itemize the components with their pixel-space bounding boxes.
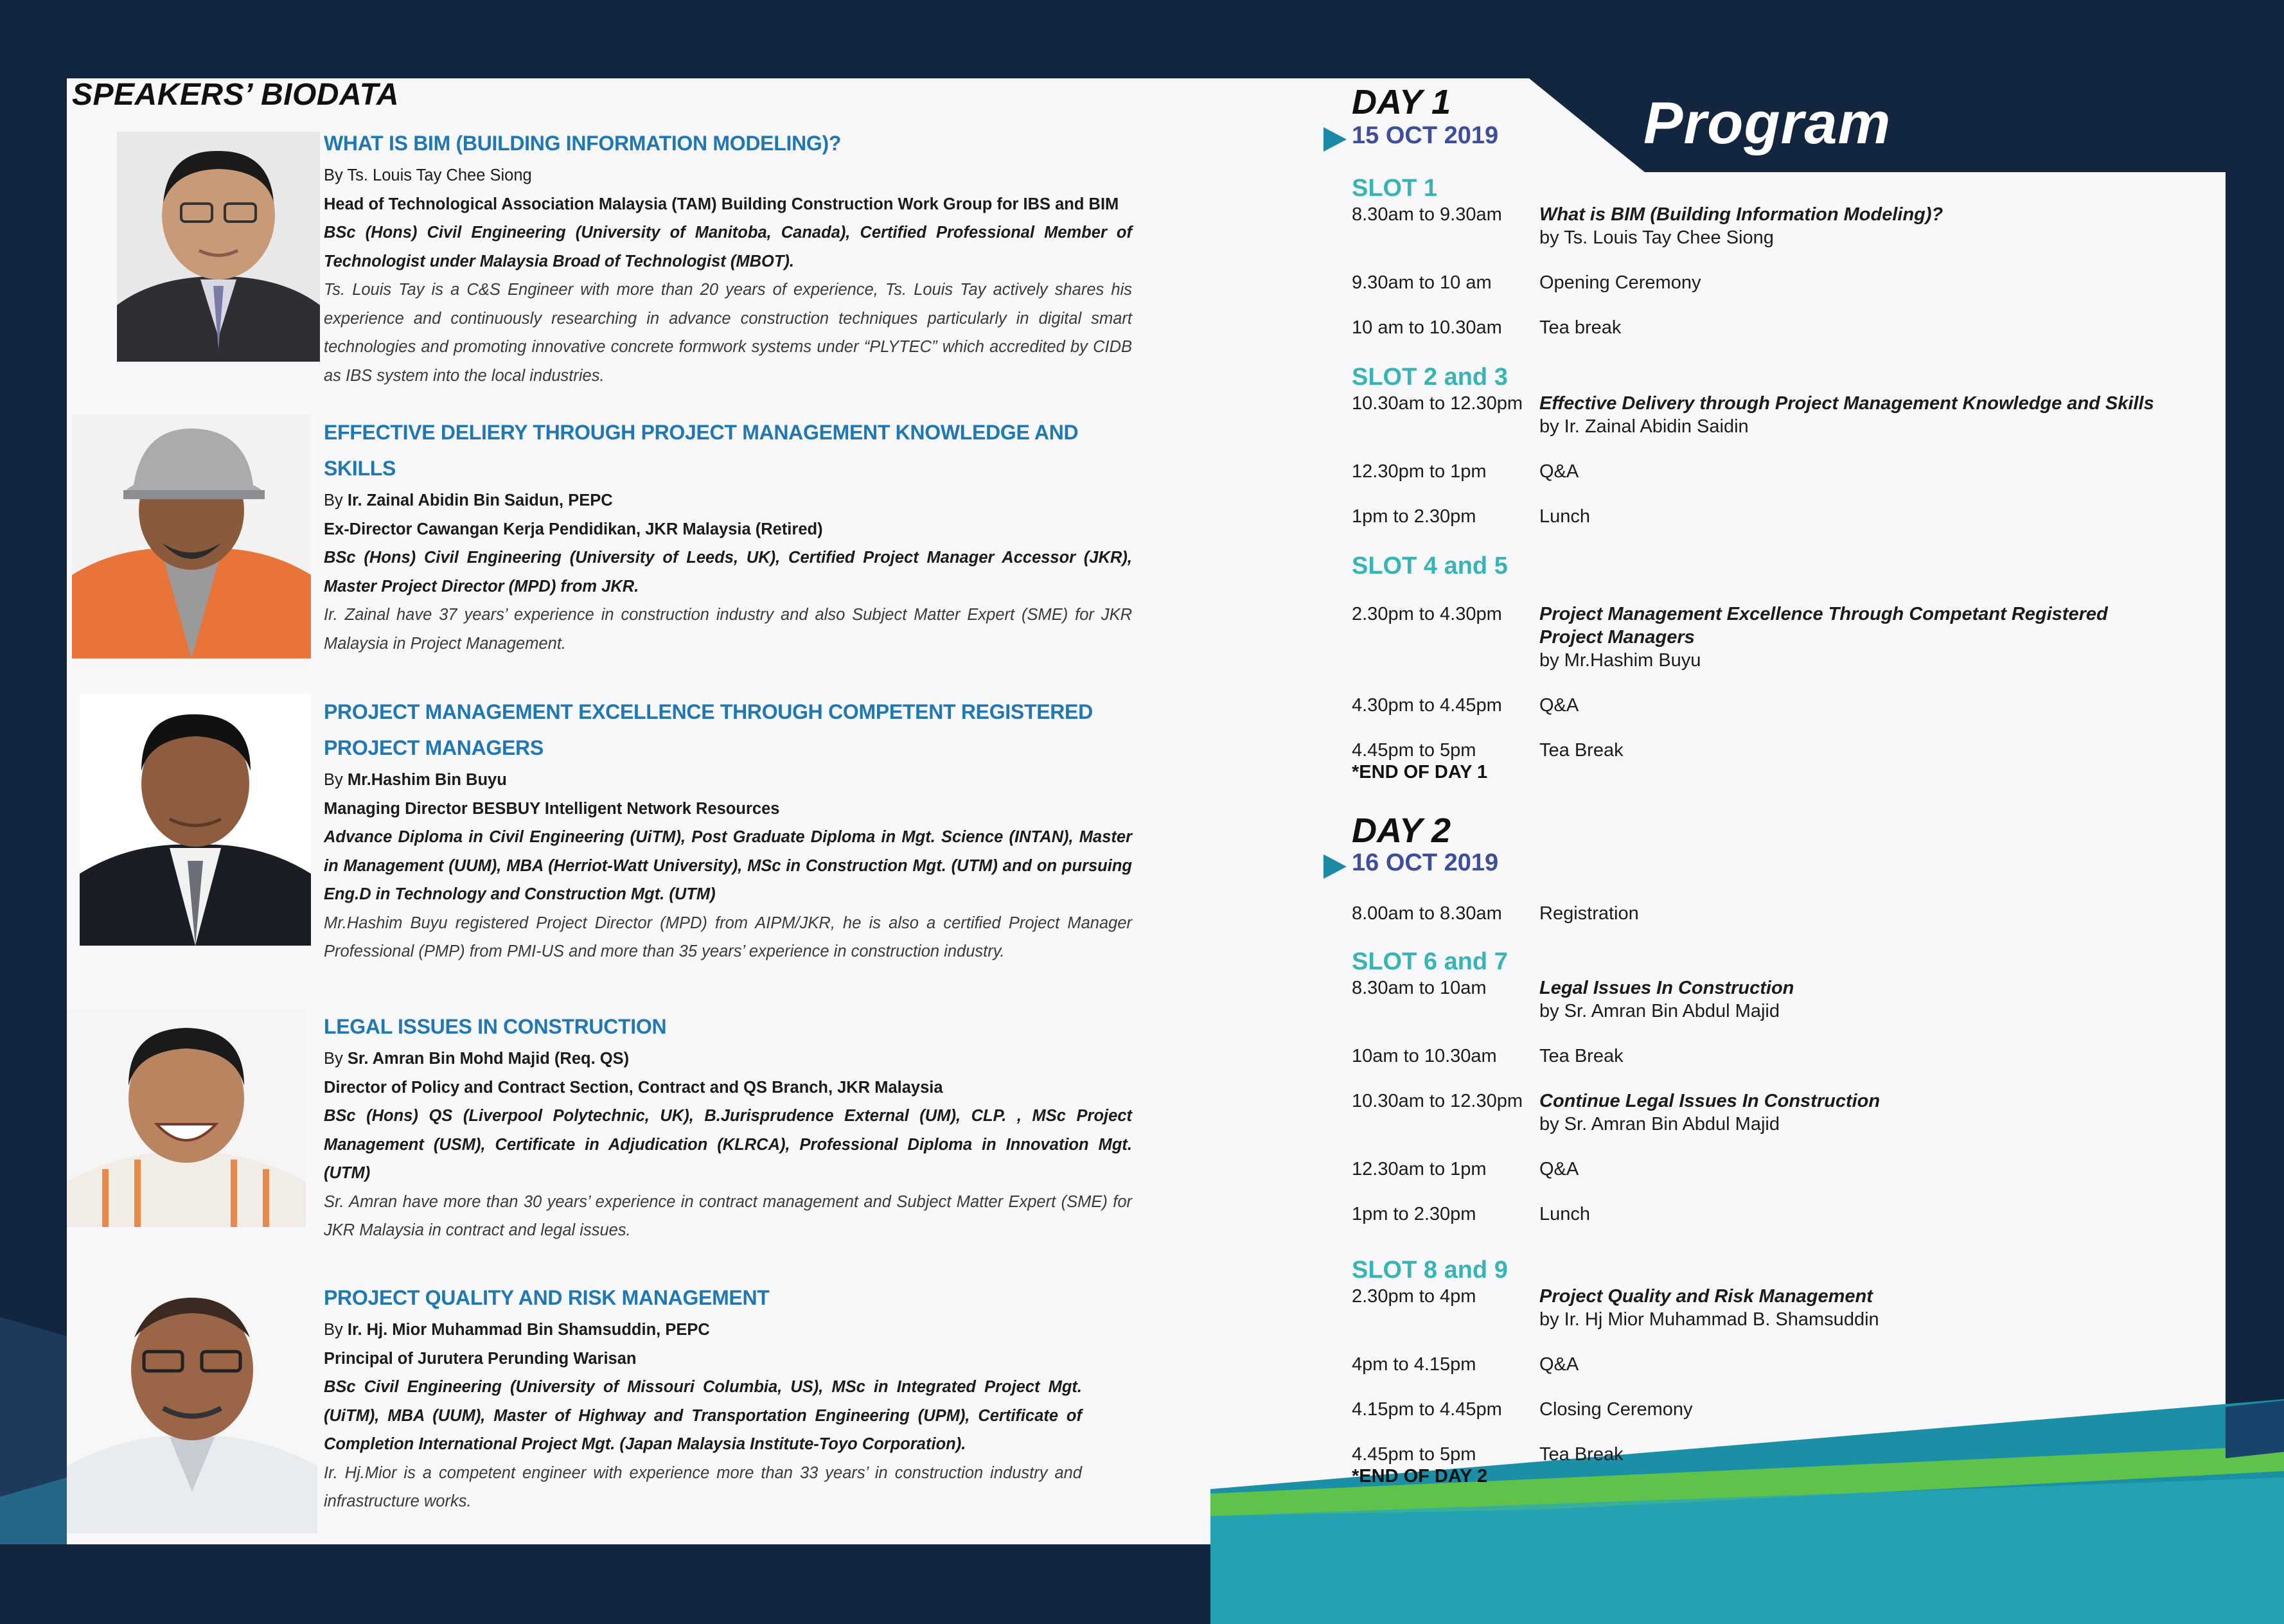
talk-title: WHAT IS BIM (BUILDING INFORMATION MODELING)? [324,132,842,155]
row-title: Continue Legal Issues In Construction [1539,1091,1881,1111]
slot-heading: SLOT 8 and 9 [1352,1257,1508,1284]
speaker-qualifications: BSc (Hons) Civil Engineering (University of Leeds, UK), Certified Project Manager Accessor (JKR), Master Project Director (MPD) from JKR. [324,549,1132,596]
speaker-description: Sr. Amran have more than 30 years’ experience in contract management and Subject Matter Expert (SME) for JKR Malaysia in contract and legal issues. [324,1192,1132,1239]
row-time: 4.45pm to 5pm [1352,740,1476,761]
speaker-description: Ts. Louis Tay is a C&S Engineer with more than 20 years of experience, Ts. Louis Tay actively shares his experience and continuously researching in advance construction techniques particularly in digital smart technologies and promoting innovative concrete formwork systems under “PLYTEC” which accredited by CIDB as IBS system into the local industries. [324,281,1132,385]
slot-heading: SLOT 4 and 5 [1352,552,1508,579]
speaker-bio [324,1009,1132,1245]
row-time: 12.30am to 1pm [1352,1159,1487,1179]
row-time: 1pm to 2.30pm [1352,1204,1476,1224]
row-title: Project Quality and Risk Management [1539,1286,1873,1307]
speaker-photo [67,1280,317,1533]
speaker-qualifications: Advance Diploma in Civil Engineering (UiTM), Post Graduate Diploma in Mgt. Science (INTAN), Master in Management (UUM), MBA (Herriot-Watt University), MSc in Construction Mgt. (UTM) and on pursuing Eng.D in Technology and Construction Mgt. (UTM) [324,828,1132,903]
speaker-qualifications: BSc (Hons) Civil Engineering (University of Manitoba, Canada), Certified Professional Member of Technologist under Malaysia Broad of Technologist (MBOT). [324,224,1132,270]
speaker-bio [324,1280,1132,1516]
row-time: 2.30pm to 4.30pm [1352,604,1502,624]
day1-date: 15 OCT 2019 [1352,122,1499,149]
by-prefix: By [324,771,343,789]
speaker-bio [324,694,1132,966]
row-by: by Sr. Amran Bin Abdul Majid [1539,1001,1780,1021]
row-activity: Tea break [1539,317,1622,338]
day1-arrow-icon [1323,127,1347,152]
row-by: by Ir. Hj Mior Muhammad B. Shamsuddin [1539,1309,1879,1330]
speaker-photo [80,694,311,946]
by-prefix: By [324,1321,343,1339]
program-title: Program [1643,91,1891,156]
speaker-photo [67,1009,306,1227]
speaker-role: Head of Technological Association Malaysia (TAM) Building Construction Work Group for IBS and BIM [324,195,1119,213]
speaker-byline [324,161,1132,190]
speaker-role: Ex-Director Cawangan Kerja Pendidikan, JKR Malaysia (Retired) [324,520,823,538]
row-time: 8.00am to 8.30am [1352,903,1502,924]
speaker-bio [324,125,1132,390]
speaker-name: Ir. Hj. Mior Muhammad Bin Shamsuddin, PEPC [347,1321,710,1339]
row-activity: Registration [1539,903,1639,924]
section-title: SPEAKERS’ BIODATA [72,78,399,112]
day1-end: *END OF DAY 1 [1352,762,1488,782]
row-activity: Tea Break [1539,1046,1624,1066]
by-prefix: By [324,166,343,184]
talk-title: PROJECT MANAGEMENT EXCELLENCE THROUGH COMPETENT REGISTERED PROJECT MANAGERS [324,700,1093,759]
row-activity: Lunch [1539,506,1591,527]
row-activity: Q&A [1539,461,1579,482]
speaker-role: Director of Policy and Contract Section, Contract and QS Branch, JKR Malaysia [324,1078,943,1097]
row-time: 12.30pm to 1pm [1352,461,1487,482]
row-time: 4.15pm to 4.45pm [1352,1399,1502,1420]
speaker-name: Ts. Louis Tay Chee Siong [347,166,532,184]
row-activity: Closing Ceremony [1539,1399,1693,1420]
slot-heading: SLOT 1 [1352,175,1438,202]
row-time: 1pm to 2.30pm [1352,506,1476,527]
speaker-role: Managing Director BESBUY Intelligent Network Resources [324,799,780,818]
row-activity: Tea Break [1539,1444,1624,1465]
speaker-name: Mr.Hashim Bin Buyu [347,771,507,789]
speaker-photo [72,414,311,658]
speaker-description: Ir. Zainal have 37 years’ experience in construction industry and also Subject Matter Expert (SME) for JKR Malaysia in Project Management. [324,606,1132,653]
speaker-qualifications: BSc (Hons) QS (Liverpool Polytechnic, UK), B.Jurisprudence External (UM), CLP. , MSc Project Management (USM), Certificate in Adjudication (KLRCA), Professional Diploma in Innovation Mgt. (UTM) [324,1107,1132,1182]
slot-heading: SLOT 6 and 7 [1352,948,1508,975]
speaker-description: Ir. Hj.Mior is a competent engineer with experience more than 33 years’ in construction industry and infrastructure works. [324,1463,1082,1510]
row-title: Effective Delivery through Project Management Knowledge and Skills [1539,393,2154,414]
slot-heading: SLOT 2 and 3 [1352,364,1508,391]
row-by: by Mr.Hashim Buyu [1539,650,1701,671]
row-activity: Tea Break [1539,740,1624,761]
talk-title: PROJECT QUALITY AND RISK MANAGEMENT [324,1286,770,1309]
day2-label: DAY 2 [1352,811,1451,850]
row-title: Project Management Excellence Through Competant Registered Project Managers [1539,604,2108,648]
talk-title: EFFECTIVE DELIERY THROUGH PROJECT MANAGEMENT KNOWLEDGE AND SKILLS [324,421,1079,480]
row-time: 4.30pm to 4.45pm [1352,695,1502,716]
speaker-description: Mr.Hashim Buyu registered Project Director (MPD) from AIPM/JKR, he is also a certified Project Manager Professional (PMP) from PMI-US and more than 35 years’ experience in construction industry. [324,914,1132,960]
row-by: by Ir. Zainal Abidin Saidin [1539,416,1749,437]
speaker-qualifications: BSc Civil Engineering (University of Missouri Columbia, US), MSc in Integrated Project Mgt. (UiTM), MBA (UUM), Master of Highway and Transportation Engineering (UPM), Certificate of Completion International Project Mgt. (Japan Malaysia Institute-Toyo Corporation). [324,1378,1082,1453]
row-activity: Q&A [1539,695,1579,716]
speaker-byline [324,486,1132,515]
row-by: by Sr. Amran Bin Abdul Majid [1539,1114,1780,1134]
speaker-photo [117,132,320,362]
speaker-bio [324,414,1132,658]
row-title: Legal Issues In Construction [1539,978,1794,998]
row-time: 10 am to 10.30am [1352,317,1502,338]
day2-arrow-icon [1323,854,1347,879]
row-time: 10.30am to 12.30pm [1352,393,1523,414]
row-title: What is BIM (Building Information Modeling)? [1539,204,1943,225]
day1-label: DAY 1 [1352,83,1451,121]
row-activity: Lunch [1539,1204,1591,1224]
row-time: 9.30am to 10 am [1352,272,1492,293]
row-time: 10am to 10.30am [1352,1046,1497,1066]
talk-title: LEGAL ISSUES IN CONSTRUCTION [324,1015,667,1038]
row-time: 10.30am to 12.30pm [1352,1091,1523,1111]
speaker-byline [324,1045,1132,1073]
row-activity: Q&A [1539,1159,1579,1179]
row-activity: Q&A [1539,1354,1579,1375]
day2-end: *END OF DAY 2 [1352,1466,1488,1487]
by-prefix: By [324,491,343,509]
row-time: 2.30pm to 4pm [1352,1286,1476,1307]
speaker-name: Sr. Amran Bin Mohd Majid (Req. QS) [347,1050,630,1068]
row-time: 4.45pm to 5pm [1352,1444,1476,1465]
row-time: 8.30am to 9.30am [1352,204,1502,225]
speaker-role: Principal of Jurutera Perunding Warisan [324,1349,637,1368]
row-activity: Opening Ceremony [1539,272,1701,293]
row-time: 8.30am to 10am [1352,978,1487,998]
by-prefix: By [324,1050,343,1068]
day2-date: 16 OCT 2019 [1352,849,1499,876]
speaker-byline [324,1316,1132,1345]
speaker-byline [324,766,1132,795]
speaker-name: Ir. Zainal Abidin Bin Saidun, PEPC [347,491,613,509]
row-time: 4pm to 4.15pm [1352,1354,1476,1375]
row-by: by Ts. Louis Tay Chee Siong [1539,227,1774,248]
